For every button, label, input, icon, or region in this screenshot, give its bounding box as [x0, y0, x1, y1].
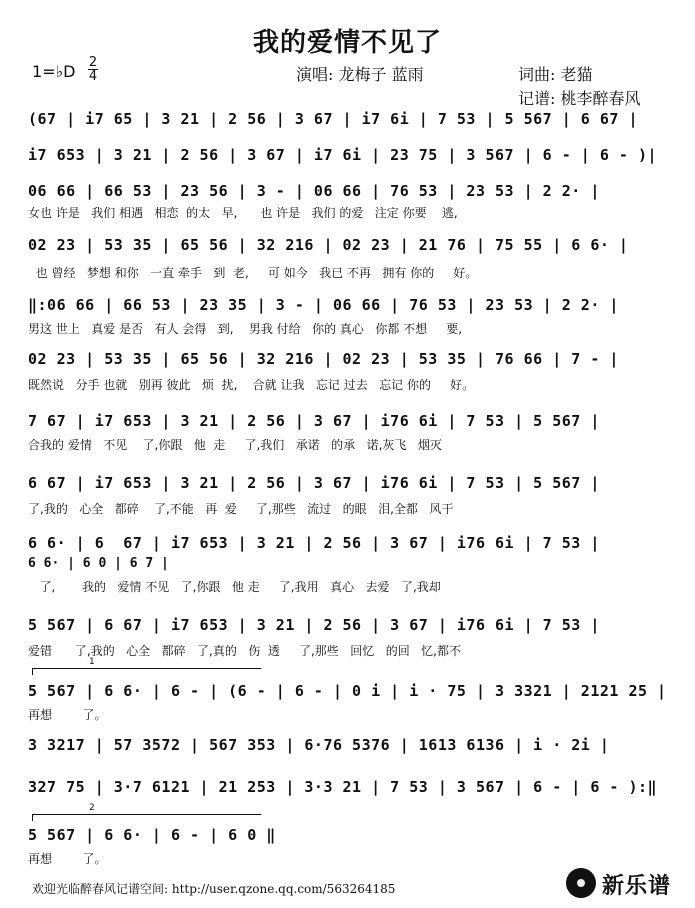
performer-credit: 演唱: 龙梅子 蓝雨	[296, 65, 424, 84]
lyrics-line: 女也 许是 我们 相遇 相恋 的太 早, 也 许是 我们 的爱 注定 你要 逃,	[28, 206, 458, 220]
notation-line: 6 67 | i7 653 | 3 21 | 2 56 | 3 67 | i76 6i | 7 53 | 5 567 |	[28, 474, 600, 492]
notation-line: 7 67 | i7 653 | 3 21 | 2 56 | 3 67 | i76 6i | 7 53 | 5 567 |	[28, 412, 600, 430]
meter-top: 2	[88, 55, 98, 70]
composer-credit: 词曲: 老猫	[518, 65, 593, 84]
first-ending-number: 1	[89, 657, 95, 667]
site-logo	[566, 866, 688, 900]
transcriber-credit: 记谱: 桃李醉春风	[518, 89, 641, 108]
notation-line: 6 6· | 6 67 | i7 653 | 3 21 | 2 56 | 3 67 | i76 6i | 7 53 |	[28, 534, 600, 552]
footer-credit: 欢迎光临醉春风记谱空间: http://user.qzone.qq.com/563264185	[32, 882, 396, 896]
notation-line: 5 567 | 6 6· | 6 - | 6 0 ‖	[28, 826, 276, 844]
second-ending-number: 2	[89, 803, 95, 813]
notation-line: 3 3217 | 57 3572 | 567 353 | 6·76 5376 | 1613 6136 | i · 2i |	[28, 736, 610, 754]
lyrics-line: 也 曾经 梦想 和你 一直 牵手 到 老, 可 如今 我已 不再 拥有 你的 好。	[28, 266, 478, 280]
first-ending-bracket	[32, 657, 261, 675]
lyrics-line: 既然说 分手 也就 别再 彼此 烦 扰, 合就 让我 忘记 过去 忘记 你的 好。	[28, 378, 475, 392]
notation-line: 02 23 | 53 35 | 65 56 | 32 216 | 02 23 | 53 35 | 76 66 | 7 - |	[28, 350, 619, 368]
record-disc-icon	[566, 868, 596, 898]
notation-line: i7 653 | 3 21 | 2 56 | 3 67 | i7 6i | 23 75 | 3 567 | 6 - | 6 - )|	[28, 146, 658, 164]
meter-bottom: 4	[88, 69, 98, 84]
notation-line: 327 75 | 3·7 6121 | 21 253 | 3·3 21 | 7 53 | 3 567 | 6 - | 6 - ):‖	[28, 778, 658, 796]
notation-line: 5 567 | 6 6· | 6 - | (6 - | 6 - | 0 i | i · 75 | 3 3321 | 2121 25 |	[28, 682, 667, 700]
logo-text: 新乐谱	[602, 874, 672, 899]
key-signature: 1=♭D	[32, 62, 76, 81]
lyrics-line: 了,我的 心全 都碎 了,不能 再 爱 了,那些 流过 的眼 泪,全都 风干	[28, 502, 454, 516]
second-ending-bracket	[32, 803, 261, 821]
notation-line: (67 | i7 65 | 3 21 | 2 56 | 3 67 | i7 6i | 7 53 | 5 567 | 6 67 |	[28, 110, 638, 128]
time-signature	[88, 56, 98, 83]
notation-line: 5 567 | 6 67 | i7 653 | 3 21 | 2 56 | 3 67 | i76 6i | 7 53 |	[28, 616, 600, 634]
lyrics-line: 男这 世上 真爱 是否 有人 会得 到, 男我 付给 你的 真心 你都 不想 要,	[28, 322, 463, 336]
lyrics-line: 再想 了。	[28, 852, 107, 866]
lyrics-line: 合我的 爱情 不见 了,你跟 他 走 了,我们 承诺 的承 诺,灰飞 烟灭	[28, 438, 442, 452]
lyrics-line: 了, 我的 爱情 不见 了,你跟 他 走 了,我用 真心 去爱 了,我却	[28, 580, 441, 594]
notation-line: 02 23 | 53 35 | 65 56 | 32 216 | 02 23 | 21 76 | 75 55 | 6 6· |	[28, 236, 629, 254]
song-title: 我的爱情不见了	[252, 28, 442, 58]
harmony-line: 6 6· | 6 0 | 6 7 |	[28, 556, 169, 571]
lyrics-line: 再想 了。	[28, 708, 107, 722]
notation-line: 06 66 | 66 53 | 23 56 | 3 - | 06 66 | 76 53 | 23 53 | 2 2· |	[28, 182, 600, 200]
notation-line: ‖:06 66 | 66 53 | 23 35 | 3 - | 06 66 | 76 53 | 23 53 | 2 2· |	[28, 296, 619, 314]
lyrics-line: 爱错 了,我的 心全 都碎 了,真的 伤 透 了,那些 回忆 的回 忆,都不	[28, 644, 461, 658]
